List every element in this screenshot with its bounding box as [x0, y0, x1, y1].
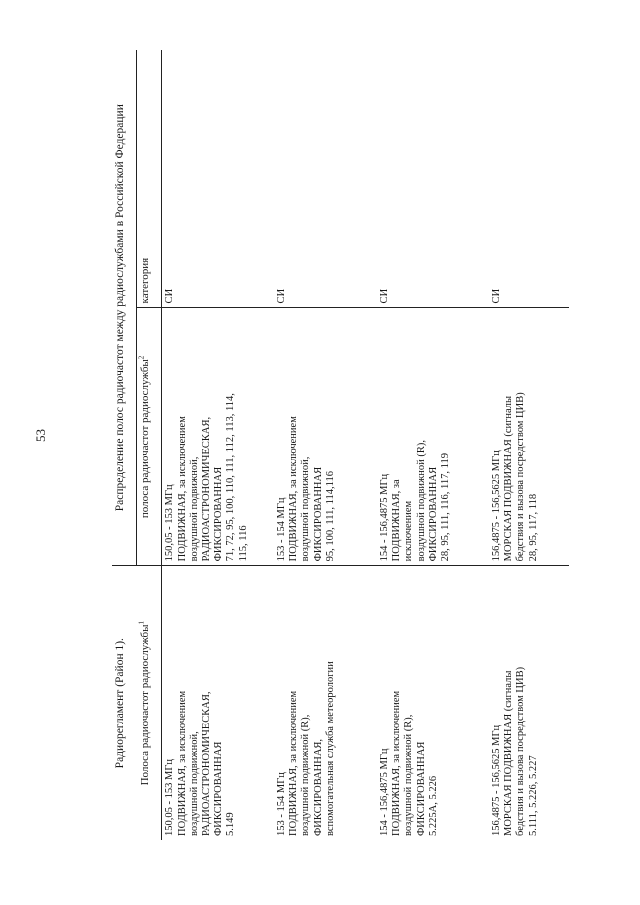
col2-title: полоса радиочастот радиослужбы [139, 359, 152, 519]
col2-footnote-mark: 2 [137, 355, 146, 360]
rr-line: 154 - 156,4875 МГц [378, 748, 390, 836]
rf-line: 71, 72, 95, 100, 110, 111, 112, 113, 114, [225, 393, 237, 562]
rf-allocation-cell [162, 308, 274, 566]
rf-line: ФИКСИРОВАННАЯ [427, 466, 439, 562]
rf-line: 154 - 156,4875 МГц [378, 473, 390, 562]
rf-line: ПОДВИЖНАЯ, за исключением [288, 416, 300, 562]
rr-allocation-cell [162, 566, 274, 840]
rr-line: ФИКСИРОВАННАЯ, [312, 738, 324, 836]
category-cell: СИ [164, 288, 176, 304]
rr-line: ПОДВИЖНАЯ, за исключением [288, 690, 300, 836]
rr-line: воздушной подвижной, [188, 731, 200, 836]
rr-line: бедствия и вызова посредством ЦИВ) [515, 666, 527, 836]
rf-line: воздушной подвижной, [300, 456, 312, 562]
rf-line: 153 - 154 МГц [275, 497, 287, 562]
rr-line: 5.111, 5.226, 5.227 [527, 755, 539, 836]
col1-title: Радиорегламент (Район 1). [112, 566, 137, 840]
col1-footnote-mark: 1 [137, 620, 146, 625]
rf-line: ПОДВИЖНАЯ, за исключением [176, 416, 188, 562]
table-row [274, 50, 377, 840]
rf-line: 28, 95, 117, 118 [527, 493, 539, 562]
rf-allocation-cell [274, 308, 377, 566]
table-row [162, 50, 274, 840]
category-cell: СИ [378, 288, 390, 304]
rr-allocation-cell [274, 566, 377, 840]
rf-line: ПОДВИЖНАЯ, за [391, 479, 403, 562]
rr-line: РАДИОАСТРОНОМИЧЕСКАЯ, [201, 691, 213, 836]
rr-line: 5.149 [225, 812, 237, 836]
rr-allocation-cell [489, 566, 569, 840]
col2-title-cell [137, 308, 162, 566]
rf-allocation-cell [377, 308, 489, 566]
table-row [377, 50, 489, 840]
rf-line: 95, 100, 111, 114,116 [324, 471, 336, 562]
rr-line: 156,4875 - 156,5625 МГц [490, 724, 502, 836]
rf-line: МОРСКАЯ ПОДВИЖНАЯ (сигналы [503, 395, 515, 562]
rf-line: бедствия и вызова посредством ЦИВ) [515, 392, 527, 562]
rr-line: 5.225А, 5.226 [427, 775, 439, 836]
rr-line: ПОДВИЖНАЯ, за исключением [391, 690, 403, 836]
rf-line: ФИКСИРОВАННАЯ [213, 466, 225, 562]
col1-subtitle-cell [137, 566, 162, 840]
rf-line: 115, 116 [237, 525, 249, 562]
rf-line: 156,4875 - 156,5625 МГц [490, 450, 502, 562]
group-title: Распределение полос радиочастот между радиослужбами в Российской Федерации [112, 50, 137, 566]
rr-allocation-cell [377, 566, 489, 840]
header-row-1 [112, 50, 137, 840]
rf-line: исключением [403, 500, 415, 562]
table-row [489, 50, 569, 840]
page-number: 53 [33, 429, 48, 442]
rf-allocation-cell [489, 308, 569, 566]
category-cell: СИ [275, 288, 287, 304]
rf-line: воздушной подвижной (R), [415, 439, 427, 562]
allocation-table [112, 50, 569, 840]
rf-line: ФИКСИРОВАННАЯ [312, 466, 324, 562]
rr-line: МОРСКАЯ ПОДВИЖНАЯ (сигналы [503, 670, 515, 836]
rf-line: воздушной подвижной, [188, 456, 200, 562]
rf-line: 150,05 - 153 МГц [164, 484, 176, 562]
rr-line: ФИКСИРОВАННАЯ [415, 741, 427, 836]
col3-title: категория [137, 50, 162, 308]
rf-line: 28, 95, 111, 116, 117, 119 [439, 453, 451, 562]
col1-subtitle: Полоса радиочастот радиослужбы [138, 624, 151, 786]
rr-line: воздушной подвижной (R), [300, 714, 312, 836]
rr-line: вспомогательная служба метеорологии [324, 661, 336, 836]
rr-line: воздушной подвижной (R), [403, 714, 415, 836]
rf-line: РАДИОАСТРОНОМИЧЕСКАЯ, [201, 416, 213, 562]
rr-line: ФИКСИРОВАННАЯ [213, 741, 225, 836]
header-row-2 [137, 50, 162, 840]
rr-line: ПОДВИЖНАЯ, за исключением [176, 690, 188, 836]
rr-line: 150,05 - 153 МГц [164, 758, 176, 836]
category-cell: СИ [490, 288, 502, 304]
allocation-table-rotated [112, 40, 539, 840]
rr-line: 153 - 154 МГц [275, 772, 287, 836]
